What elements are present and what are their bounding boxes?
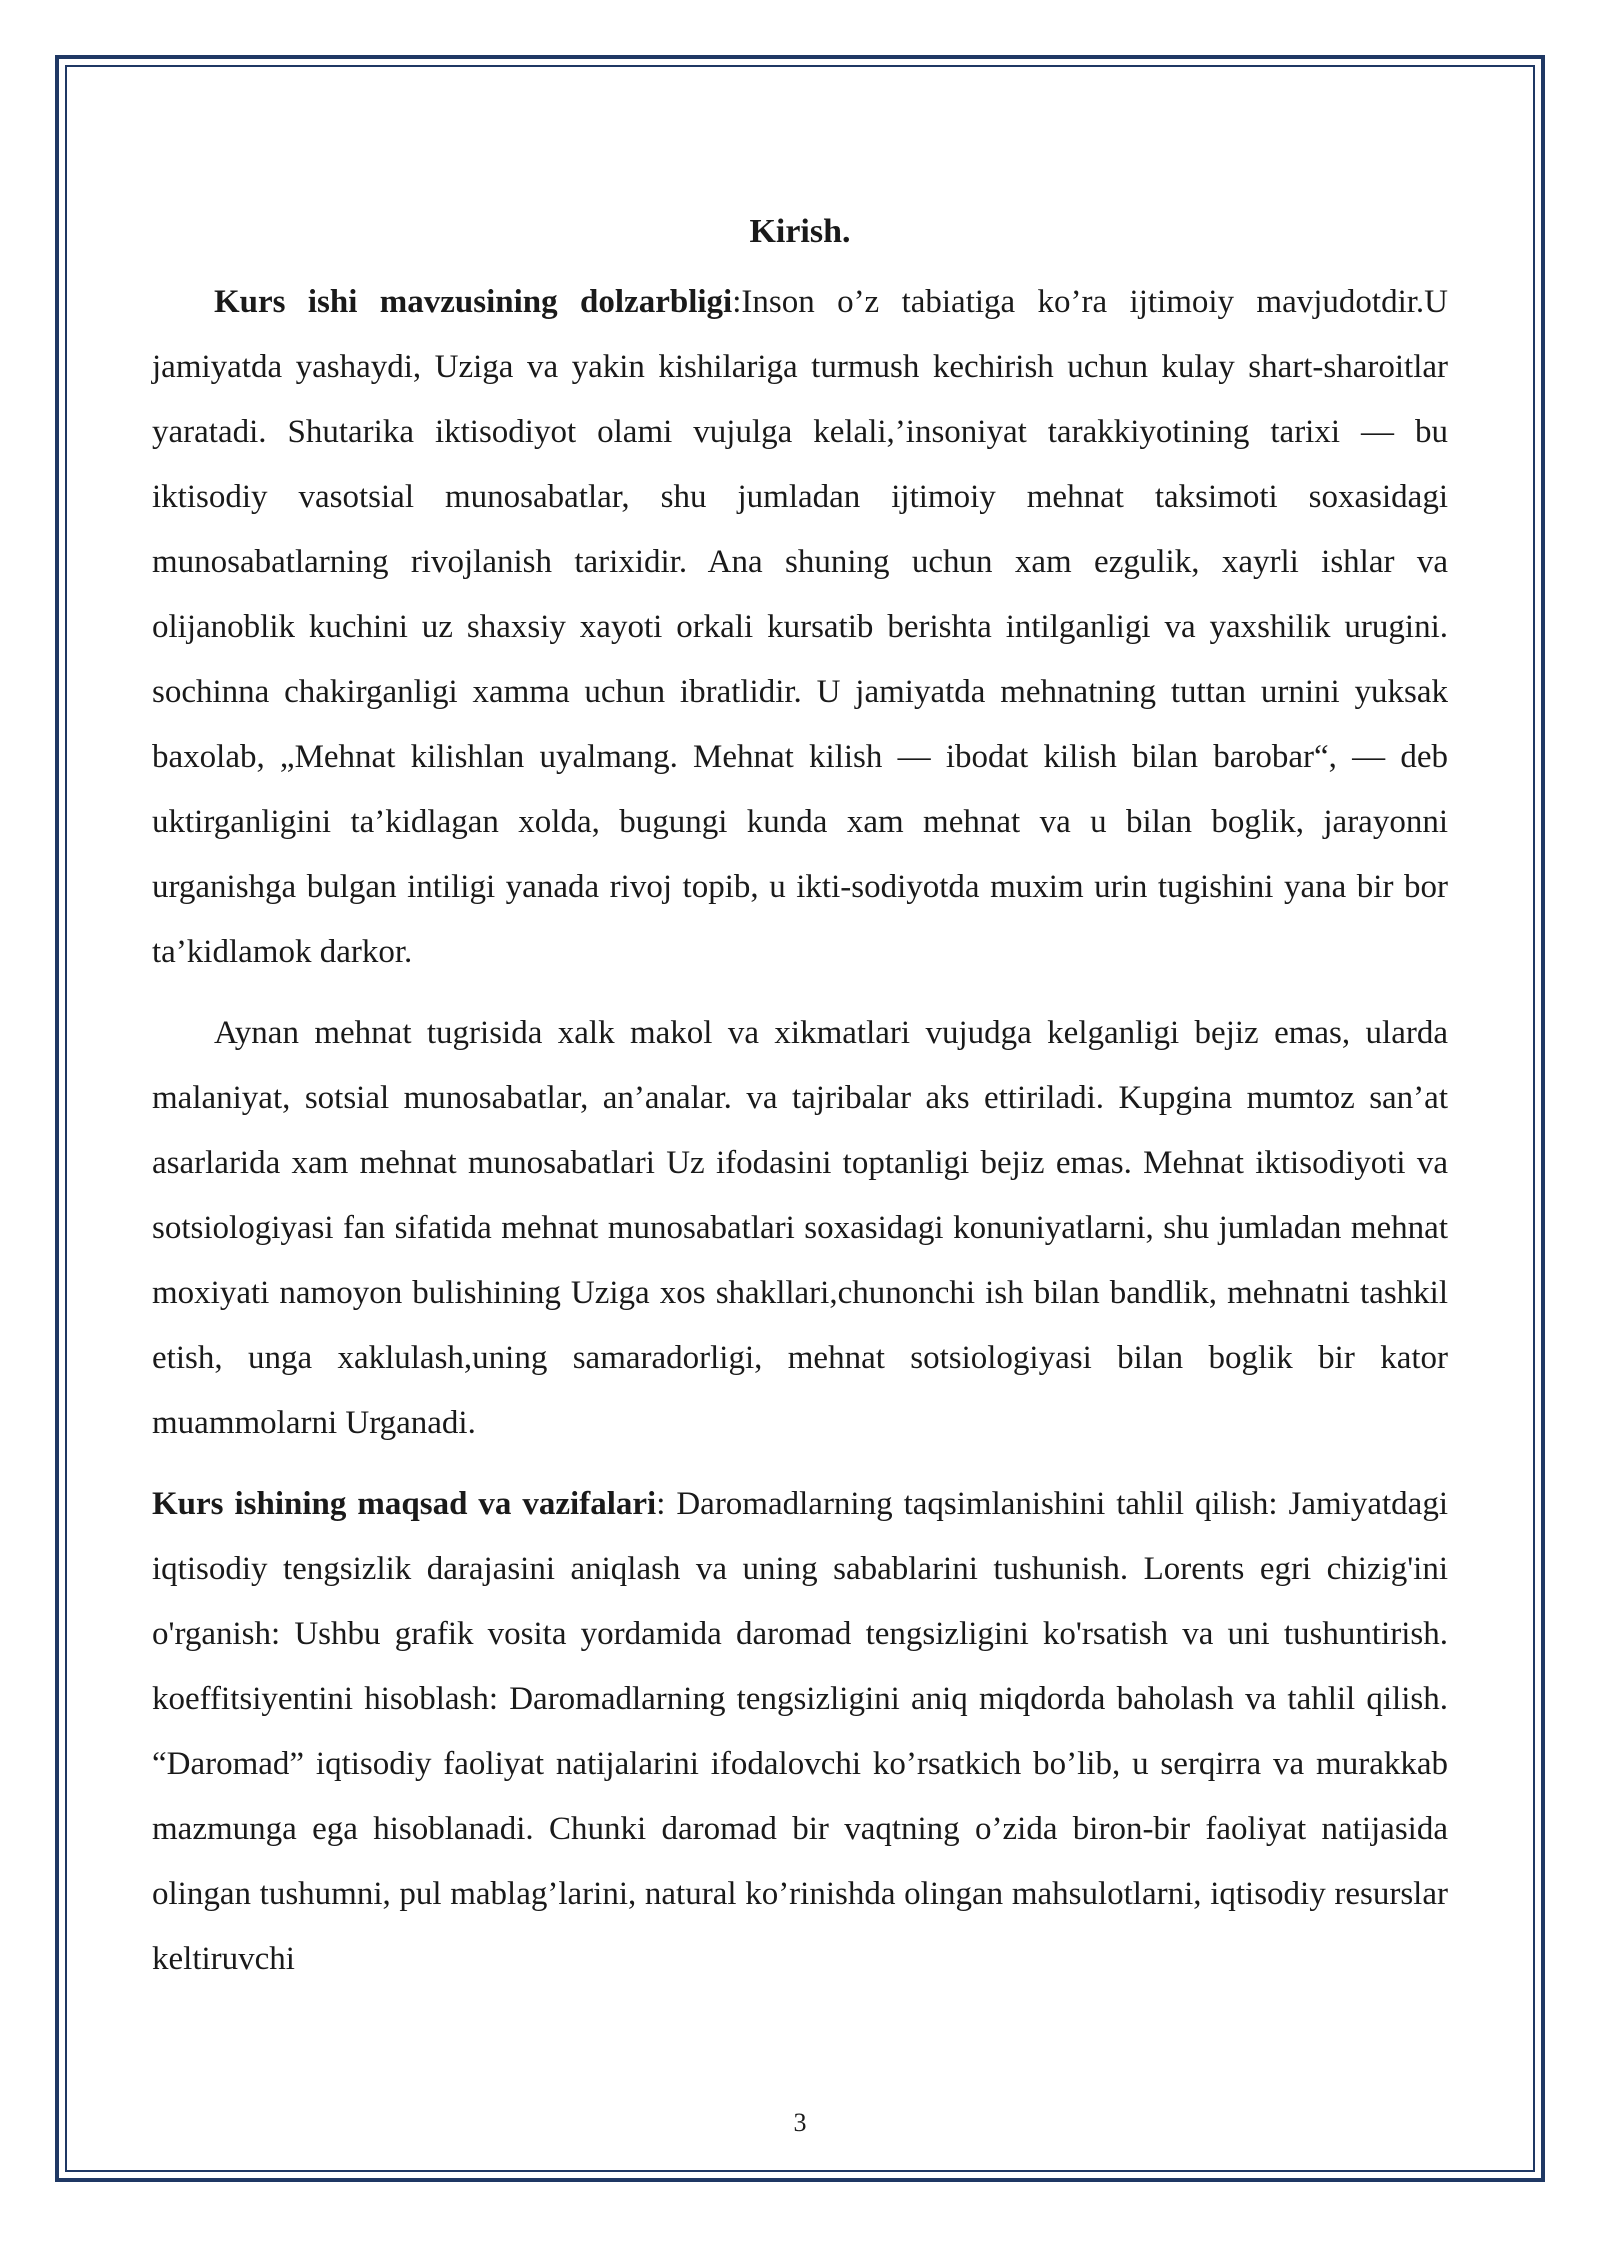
page-heading: Kirish. xyxy=(749,213,851,250)
paragraph-goals xyxy=(152,1472,1448,1992)
paragraph-text: : Daromadlarning taqsimlanishini tahlil qilish: Jamiyatdagi iqtisodiy tengsizlik darajasini aniqlash va uning sabablarini tushunish. Lorents egri chizig'ini o'rganish: Ushbu grafik vosita yordamida daromad tengsizligini ko'rsatish va uni tushuntirish. koeffitsiyentini hisoblash: Daromadlarning tengsizligini aniq miqdorda baholash va tahlil qilish. “Daromad” iqtisodiy faoliyat natijalarini ifodalovchi ko’rsatkich bo’lib, u serqirra va murakkab mazmunga ega hisoblanadi. Chunki daromad bir vaqtning o’zida biron-bir faoliyat natijasida olingan tushumni, pul mablag’larini, natural ko’rinishda olingan mahsulotlarni, iqtisodiy resurslar keltiruvchi xyxy=(152,1486,1448,1977)
page-content xyxy=(152,210,1448,1992)
page-number: 3 xyxy=(793,2108,807,2137)
paragraph-text: :Inson o’z tabiatiga ko’ra ijtimoiy mavjudotdir.U jamiyatda yashaydi, Uziga va yakin kishilariga turmush kechirish uchun kulay shart-sharoitlar yaratadi. Shutarika iktisodiyot olami vujulga kelali,’insoniyat tarakkiyotining tarixi — bu iktisodiy vasotsial munosabatlar, shu jumladan ijtimoiy mehnat taksimoti soxasidagi munosabatlarning rivojlanish tarixidir. Ana shuning uchun xam ezgulik, xayrli ishlar va olijanoblik kuchini uz shaxsiy xayoti orkali kursatib berishta intilganligi va yaxshilik urugini. sochinna chakirganligi xamma uchun ibratlidir. U jamiyatda mehnatning tuttan urnini yuksak baxolab, „Mehnat kilishlan uyalmang. Mehnat kilish — ibodat kilish bilan barobar“, — deb uktirganligini ta’kidlagan xolda, bugungi kunda xam mehnat va u bilan boglik, jarayonni urganishga bulgan intiligi yanada rivoj topib, u ikti-sodiyotda muxim urin tugishini yana bir bor ta’kidlamok darkor. xyxy=(152,284,1448,970)
paragraph-lead: Kurs ishining maqsad va vazifalari xyxy=(152,1486,657,1522)
paragraph-proverbs xyxy=(152,1001,1448,1456)
paragraph-text: Aynan mehnat tugrisida xalk makol va xikmatlari vujudga kelganligi bejiz emas, ularda malaniyat, sotsial munosabatlar, an’analar. va tajribalar aks ettiriladi. Kupgina mumtoz san’at asarlarida xam mehnat munosabatlari Uz ifodasini toptanligi bejiz emas. Mehnat iktisodiyoti va sotsiologiyasi fan sifatida mehnat munosabatlari soxasidagi konuniyatlarni, shu jumladan mehnat moxiyati namoyon bulishining Uziga xos shakllari,chunonchi ish bilan bandlik, mehnatni tashkil etish, unga xaklulash,uning samaradorligi, mehnat sotsiologiyasi bilan boglik bir kator muammolarni Urganadi. xyxy=(152,1015,1448,1441)
paragraph-relevance xyxy=(152,270,1448,985)
paragraph-lead: Kurs ishi mavzusining dolzarbligi xyxy=(214,284,733,320)
